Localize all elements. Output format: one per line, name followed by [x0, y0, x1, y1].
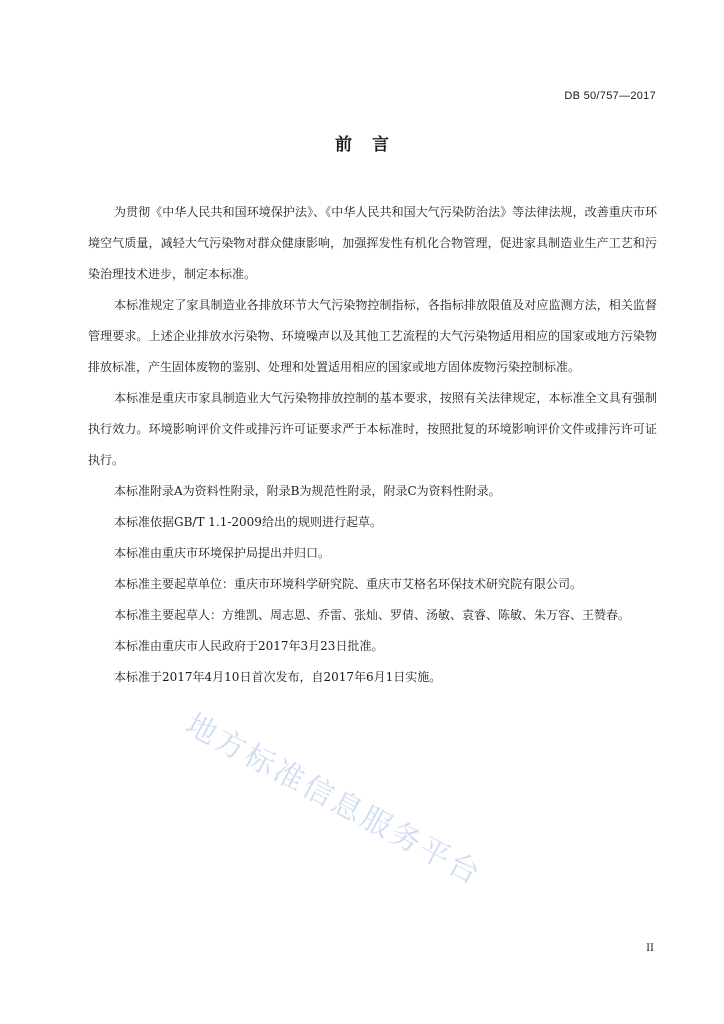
- paragraph: 本标准规定了家具制造业各排放环节大气污染物控制指标，各指标排放限值及对应监测方法，相关监督管理要求。上述企业排放水污染物、环境噪声以及其他工艺流程的大气污染物适用相应的国家或地方污染物排放标准，产生固体废物的鉴别、处理和处置适用相应的国家或地方固体废物污染控制标准。: [88, 298, 657, 374]
- paragraph: 本标准附录A为资料性附录，附录B为规范性附录，附录C为资料性附录。: [114, 484, 501, 498]
- standard-code: DB 50/757—2017: [564, 90, 656, 102]
- preface-body: [88, 197, 657, 693]
- paragraph: 为贯彻《中华人民共和国环境保护法》、《中华人民共和国大气污染防治法》等法律法规，改善重庆市环境空气质量，减轻大气污染物对群众健康影响，加强挥发性有机化合物管理，促进家具制造业生产工艺和污染治理技术进步，制定本标准。: [88, 205, 657, 281]
- page-title: 前言: [335, 135, 409, 155]
- paragraph: 本标准依据GB/T 1.1-2009给出的规则进行起草。: [114, 515, 382, 529]
- watermark: 地方标准信息服务平台: [179, 707, 488, 893]
- page-number: II: [646, 943, 654, 954]
- paragraph: 本标准主要起草单位：重庆市环境科学研究院、重庆市艾格名环保技术研究院有限公司。: [114, 577, 583, 591]
- paragraph: 本标准由重庆市环境保护局提出并归口。: [114, 546, 331, 560]
- paragraph: 本标准由重庆市人民政府于2017年3月23日批准。: [114, 639, 384, 653]
- paragraph: 本标准是重庆市家具制造业大气污染物排放控制的基本要求，按照有关法律规定，本标准全文具有强制执行效力。环境影响评价文件或排污许可证要求严于本标准时，按照批复的环境影响评价文件或排污许可证执行。: [88, 391, 657, 467]
- paragraph: 本标准主要起草人：方维凯、周志恩、乔雷、张灿、罗倩、汤敏、袁睿、陈敏、朱万容、王赞春。: [114, 608, 631, 622]
- paragraph: 本标准于2017年4月10日首次发布，自2017年6月1日实施。: [114, 670, 442, 684]
